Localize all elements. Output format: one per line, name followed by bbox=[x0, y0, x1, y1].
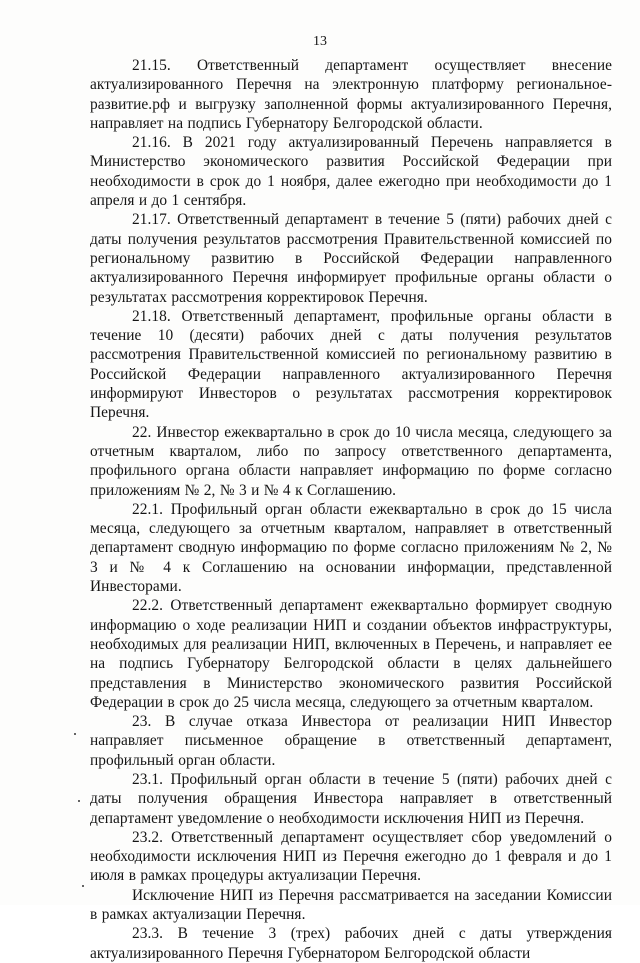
paragraph-21-18: 21.18. Ответственный департамент, профильные органы области в течение 10 (десяти) рабочих дней с даты получения результатов рассмотрения Правительственной комиссией по региональному развитию в Российской Федерации направленного актуализированного Перечня информируют Инвесторов о результатах рассмотрения корректировок Перечня. bbox=[90, 307, 612, 422]
scan-speck bbox=[78, 800, 80, 802]
paragraph-exclusion: Исключение НИП из Перечня рассматривается на заседании Комиссии в рамках актуализации Перечня. bbox=[90, 886, 612, 924]
scan-speck bbox=[74, 733, 76, 735]
paragraph-21-17: 21.17. Ответственный департамент в течение 5 (пяти) рабочих дней с даты получения результатов рассмотрения Правительственной комиссией по региональному развитию в Российской Федерации направленного актуализированного Перечня информирует профильные органы области о результатах рассмотрения корректировок Перечня. bbox=[90, 211, 612, 306]
paragraph-22-1: 22.1. Профильный орган области ежеквартально в срок до 15 числа месяца, следующего за отчетным кварталом, направляет в ответственный департамент сводную информацию по форме согласно приложениям № 2, № 3 и № 4 к Соглашению на основании информации, представленной Инвесторами. bbox=[90, 500, 612, 596]
document-body bbox=[90, 56, 612, 963]
paragraph-23: 23. В случае отказа Инвестора от реализации НИП Инвестор направляет письменное обращение в ответственный департамент, профильный орган области. bbox=[90, 713, 612, 769]
paragraph-23-3: 23.3. В течение 3 (трех) рабочих дней с даты утверждения актуализированного Перечня Губернатором Белгородской области bbox=[90, 925, 612, 962]
paragraph-23-2: 23.2. Ответственный департамент осуществляет сбор уведомлений о необходимости исключения НИП из Перечня ежегодно до 1 февраля и до 1 июля в рамках процедуры актуализации Перечня. bbox=[90, 828, 612, 885]
paragraph-21-15: 21.15. Ответственный департамент осуществляет внесение актуализированного Перечня на электронную платформу региональное-развитие.рф и выгрузку заполненной формы актуализированного Перечня, направляет на подпись Губернатору Белгородской области. bbox=[90, 57, 612, 132]
paragraph-21-16: 21.16. В 2021 году актуализированный Перечень направляется в Министерство экономического развития Российской Федерации при необходимости в срок до 1 ноября, далее ежегодно при необходимости до 1 апреля и до 1 сентября. bbox=[90, 134, 612, 210]
scan-speck bbox=[82, 885, 84, 887]
paragraph-22-2: 22.2. Ответственный департамент ежеквартально формирует сводную информацию о ходе реализации НИП и создании объектов инфраструктуры, необходимых для реализации НИП, включенных в Перечень, и направляет ее на подпись Губернатору Белгородской области в целях дальнейшего представления в Министерство экономического развития Российской Федерации в срок до 25 числа месяца, следующего за отчетным кварталом. bbox=[90, 597, 612, 711]
paragraph-22: 22. Инвестор ежеквартально в срок до 10 числа месяца, следующего за отчетным кварталом, либо по запросу ответственного департамента, профильного органа области направляет информацию по форме согласно приложениям № 2, № 3 и № 4 к Соглашению. bbox=[90, 423, 612, 499]
paragraph-23-1: 23.1. Профильный орган области в течение 5 (пяти) рабочих дней с даты получения обращения Инвестора направляет в ответственный департамент уведомление о необходимости исключения НИП из Перечня. bbox=[90, 770, 612, 827]
page-number: 13 bbox=[313, 34, 327, 49]
